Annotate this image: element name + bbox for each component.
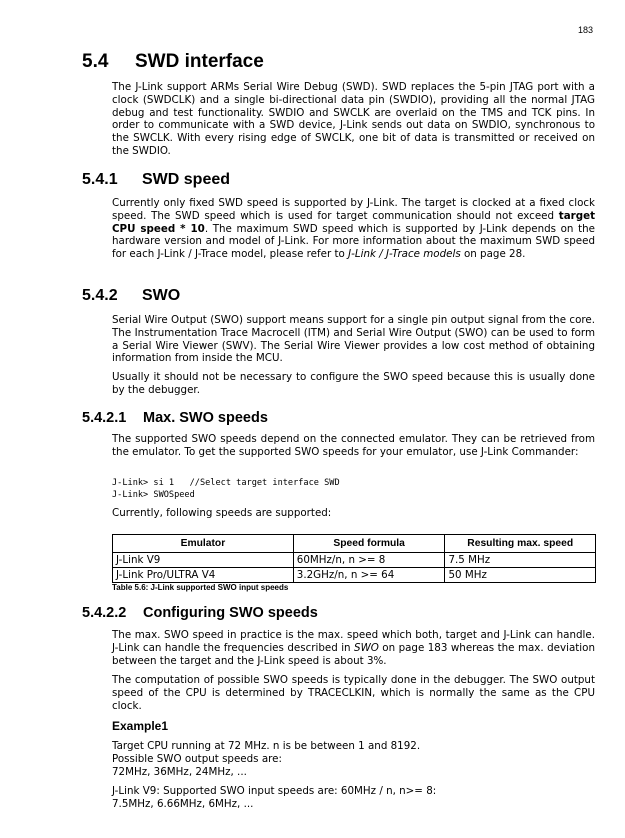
table-cell: J-Link V9 (113, 553, 294, 568)
swd-speed-text-3: on page 28. (460, 248, 526, 261)
example-line: Target CPU running at 72 MHz. n is be between 1 and 8192. (112, 740, 421, 752)
swo-heading (82, 287, 180, 305)
section-number: 5.4 (82, 51, 109, 72)
example-heading: Example1 (112, 719, 169, 733)
config-swo-text-a: The max. SWO speed in practice is the max. speed which both, target and J-Link can handle. J-Link can handle the frequencies described in (112, 629, 595, 654)
max-swo-paragraph-2: Currently, following speeds are supported: (112, 507, 332, 519)
example-line: 72MHz, 36MHz, 24MHz, ... (112, 766, 247, 778)
section-heading (82, 51, 264, 73)
table-row (113, 553, 596, 568)
table-cell: 7.5 MHz (445, 553, 596, 568)
table-header: Resulting max. speed (445, 535, 596, 553)
config-swo-text-b: on page 183 whereas the max. deviation between the target and the J-Link speed is about 3%. (112, 641, 595, 667)
swd-speed-text-2: . The maximum SWD speed which is supported by J-Link depends on the hardware version and model of J-Link. For more information about the maximum SWD speed for each J-Link / J-Trace model, please refer to (112, 222, 595, 261)
swo-speeds-table (112, 534, 596, 583)
swo-link[interactable]: SWO (354, 641, 379, 654)
config-swo-heading (82, 605, 318, 621)
swd-speed-text-1: Currently only fixed SWD speed is supported by J-Link. The target is clocked at a fixed clock speed. The SWD speed which is used for target communication should not exceed (112, 197, 595, 222)
config-swo-title: Configuring SWO speeds (143, 605, 318, 621)
example-line: Possible SWO output speeds are: (112, 753, 282, 765)
max-swo-number: 5.4.2.1 (82, 410, 127, 426)
swd-speed-paragraph (112, 197, 595, 261)
table-cell: 3.2GHz/n, n >= 64 (293, 568, 445, 583)
section-intro: The J-Link support ARMs Serial Wire Debug (SWD). SWD replaces the 5-pin JTAG port with a clock (SWDCLK) and a single bi-directional data pin (SWDIO), providing all the normal JTAG debug and test functionality. SWDIO and SWCLK are overlaid on the TMS and TCK pins. In order to communicate with a SWD device, J-Link sends out data on SWDIO, synchronous to the SWCLK. With every rising edge of SWCLK, one bit of data is transmitted or received on the SWDIO. (112, 81, 595, 157)
code-line-1: J-Link> si 1 //Select target interface SWD (112, 478, 340, 488)
swd-speed-heading (82, 171, 230, 189)
max-swo-title: Max. SWO speeds (143, 410, 268, 426)
table-row (113, 568, 596, 583)
table-header-row (113, 535, 596, 553)
max-swo-heading (82, 410, 268, 426)
table-cell: 50 MHz (445, 568, 596, 583)
swd-speed-bold: target CPU speed * 10 (112, 209, 595, 235)
example-line: J-Link V9: Supported SWO input speeds are: 60MHz / n, n>= 8: (112, 785, 437, 797)
swd-speed-number: 5.4.1 (82, 171, 118, 188)
swd-speed-title: SWD speed (142, 171, 231, 188)
page-number: 183 (578, 25, 594, 35)
jlink-models-link[interactable]: J-Link / J-Trace models (348, 248, 461, 261)
table-caption: Table 5.6: J-Link supported SWO input speeds (112, 583, 289, 592)
example-line: 7.5MHz, 6.66MHz, 6MHz, ... (112, 798, 254, 810)
swo-paragraph-1: Serial Wire Output (SWO) support means support for a single pin output signal from the core. The Instrumentation Trace Macrocell (ITM) and Serial Wire Output (SWO) can be used to form a Serial Wire Viewer (SWV). The Serial Wire Viewer provides a low cost method of obtaining information from inside the MCU. (112, 314, 595, 365)
config-swo-number: 5.4.2.2 (82, 605, 127, 621)
section-title: SWD interface (135, 51, 264, 72)
code-line-2: J-Link> SWOSpeed (112, 490, 195, 500)
max-swo-paragraph-1: The supported SWO speeds depend on the connected emulator. They can be retrieved from the emulator. To get the supported SWO speeds for your emulator, use J-Link Commander: (112, 433, 595, 458)
swo-title: SWO (142, 287, 181, 304)
swo-number: 5.4.2 (82, 287, 118, 304)
table-cell: J-Link Pro/ULTRA V4 (113, 568, 294, 583)
table-header: Speed formula (293, 535, 445, 553)
table-header: Emulator (113, 535, 294, 553)
config-swo-paragraph-1 (112, 629, 595, 667)
swo-paragraph-2: Usually it should not be necessary to configure the SWO speed because this is usually done by the debugger. (112, 371, 595, 396)
config-swo-paragraph-2: The computation of possible SWO speeds is typically done in the debugger. The SWO output speed of the CPU is determined by TRACECLKIN, which is normally the same as the CPU clock. (112, 674, 595, 712)
table-cell: 60MHz/n, n >= 8 (293, 553, 445, 568)
